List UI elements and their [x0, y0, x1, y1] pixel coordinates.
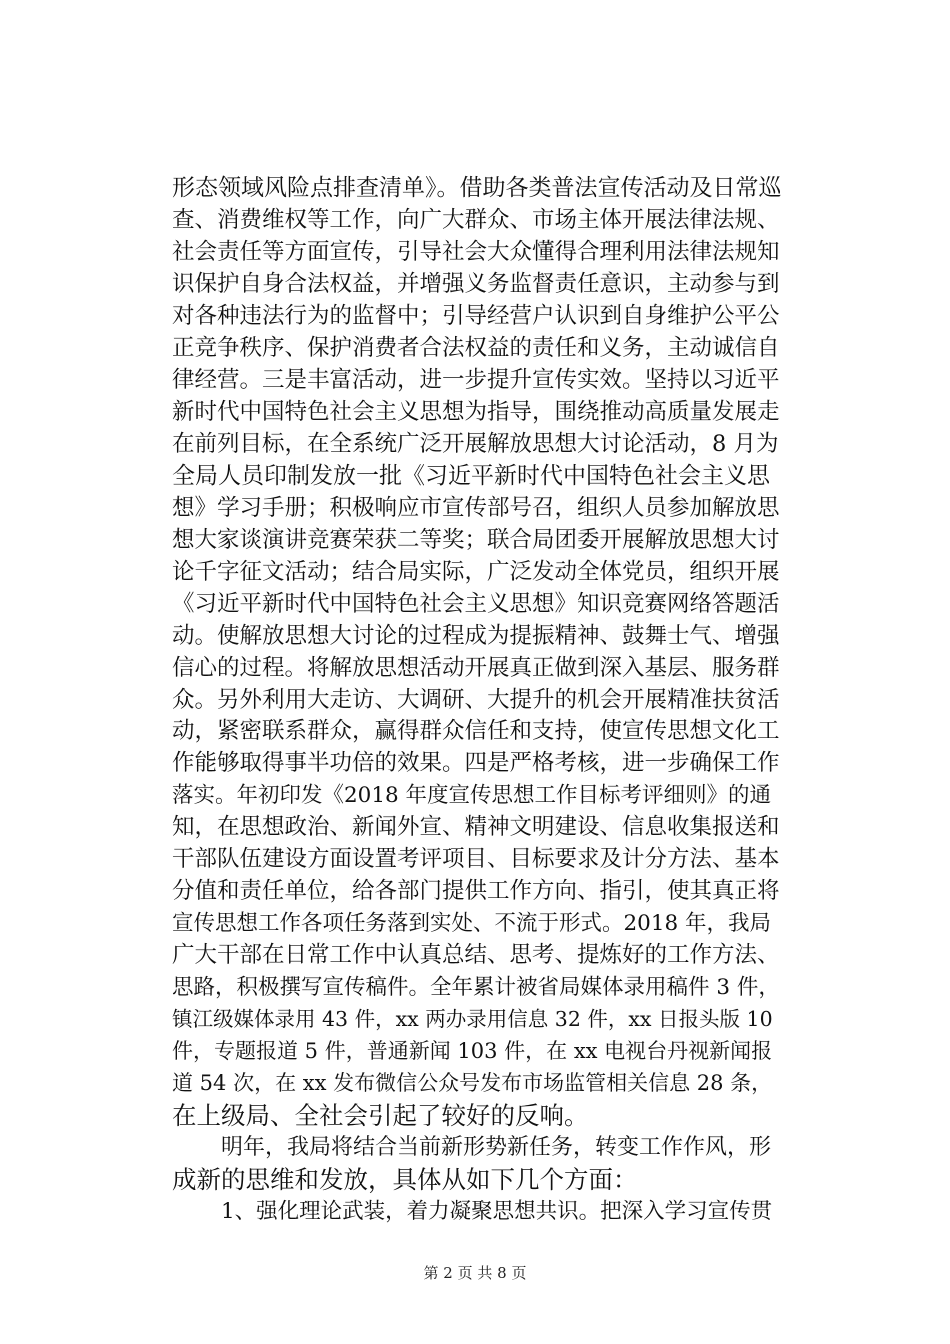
body-text-line: 广大干部在日常工作中认真总结、思考、提炼好的工作方法、 [172, 942, 780, 968]
body-text-line: 信心的过程。将解放思想活动开展真正做到深入基层、服务群 [172, 655, 780, 681]
body-text-line: 落实。年初印发《2018 年度宣传思想工作目标考评细则》的通 [172, 783, 772, 808]
body-text-line: 形态领域风险点排查清单》。借助各类普法宣传活动及日常巡 [172, 175, 782, 201]
body-text-line: 分值和责任单位，给各部门提供工作方向、指引，使其真正将 [172, 878, 780, 904]
body-text-line: 成新的思维和发放，具体从如下几个方面： [172, 1165, 638, 1194]
body-text-line: 正竞争秩序、保护消费者合法权益的责任和义务，主动诚信自 [172, 335, 780, 361]
body-text-line: 干部队伍建设方面设置考评项目、目标要求及计分方法、基本 [172, 846, 780, 872]
body-text-line: 众。另外利用大走访、大调研、大提升的机会开展精准扶贫活 [172, 687, 780, 713]
body-text-line: 在前列目标，在全系统广泛开展解放思想大讨论活动，8 月为 [172, 431, 779, 457]
body-text-line: 新时代中国特色社会主义思想为指导，围绕推动高质量发展走 [172, 399, 780, 425]
body-text-line: 道 54 次，在 xx 发布微信公众号发布市场监管相关信息 28 条， [172, 1071, 773, 1095]
body-text-line: 《习近平新时代中国特色社会主义思想》知识竞赛网络答题活 [172, 591, 780, 617]
body-text-line: 知，在思想政治、新闻外宣、精神文明建设、信息收集报送和 [172, 814, 780, 840]
page-number-footer: 第 2 页 共 8 页 [423, 1264, 527, 1282]
body-text-line: 动。使解放思想大讨论的过程成为提振精神、鼓舞士气、增强 [172, 623, 780, 649]
body-text-line: 宣传思想工作各项任务落到实处、不流于形式。2018 年，我局 [172, 911, 772, 936]
body-text-line: 在上级局、全社会引起了较好的反响。 [172, 1101, 589, 1130]
body-text-line: 想》学习手册；积极响应市宣传部号召，组织人员参加解放思 [172, 495, 780, 521]
paragraph-first-line: 明年，我局将结合当前新形势新任务，转变工作作风，形 [221, 1135, 772, 1160]
body-text-line: 律经营。三是丰富活动，进一步提升宣传实效。坚持以习近平 [172, 367, 780, 393]
body-text-line: 镇江级媒体录用 43 件，xx 两办录用信息 32 件，xx 日报头版 10 [172, 1007, 773, 1031]
body-text-line: 全局人员印制发放一批《习近平新时代中国特色社会主义思 [172, 463, 770, 489]
body-text-line: 识保护自身合法权益，并增强义务监督责任意识，主动参与到 [172, 271, 780, 297]
body-text-line: 对各种违法行为的监督中；引导经营户认识到自身维护公平公 [172, 303, 780, 329]
body-text-line: 论千字征文活动；结合局实际，广泛发动全体党员，组织开展 [172, 559, 780, 585]
body-text-line: 作能够取得事半功倍的效果。四是严格考核，进一步确保工作 [172, 750, 780, 776]
body-text-line: 件，专题报道 5 件，普通新闻 103 件，在 xx 电视台丹视新闻报 [172, 1039, 773, 1063]
body-text-line: 查、消费维权等工作，向广大群众、市场主体开展法律法规、 [172, 207, 780, 233]
body-text-line: 想大家谈演讲竞赛荣获二等奖；联合局团委开展解放思想大讨 [172, 527, 780, 553]
body-text-line: 动，紧密联系群众，赢得群众信任和支持，使宣传思想文化工 [172, 718, 780, 744]
body-text-line: 思路，积极撰写宣传稿件。全年累计被省局媒体录用稿件 3 件， [172, 975, 780, 1000]
list-item-line: 1、强化理论武装，着力凝聚思想共识。把深入学习宣传贯 [221, 1199, 773, 1224]
body-text-line: 社会责任等方面宣传，引导社会大众懂得合理利用法律法规知 [172, 239, 780, 265]
